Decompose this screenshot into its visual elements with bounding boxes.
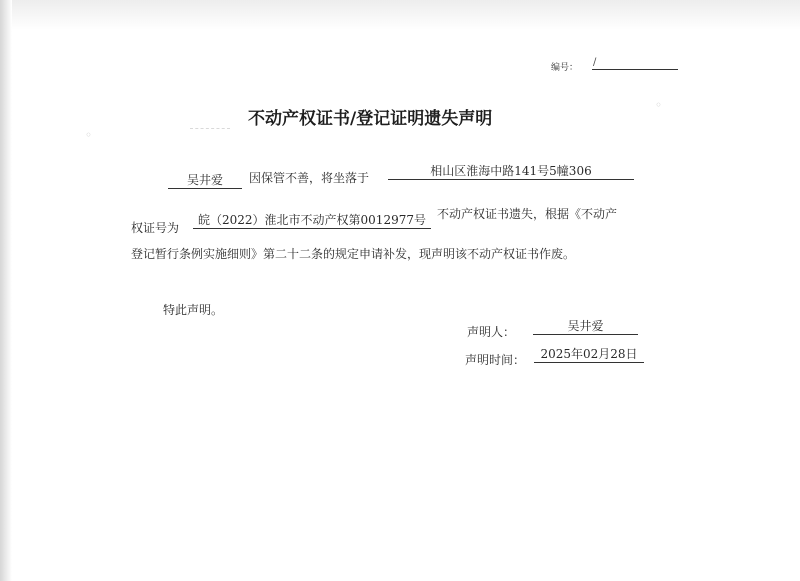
scan-smudge: ◦ [85, 128, 93, 142]
declarant-signature-field: 吴井爱 [533, 318, 638, 335]
property-address-field: 相山区淮海中路141号5幢306 [388, 163, 634, 180]
declaration-date-field: 2025年02月28日 [534, 346, 644, 363]
declarant-name-field: 吴井爱 [168, 172, 242, 189]
text-lost-intro: 因保管不善，将坐落于 [249, 171, 370, 185]
declaration-date-label: 声明时间： [465, 353, 526, 367]
serial-value-line [592, 57, 678, 70]
certificate-number-field: 皖（2022）淮北市不动产权第0012977号 [193, 212, 431, 229]
scan-smudge: ◦ [655, 98, 663, 112]
text-cert-lost: 不动产权证书遗失，根据《不动产 [437, 207, 618, 221]
text-regulation-clause: 登记暂行条例实施细则》第二十二条的规定申请补发，现声明该不动产权证书作废。 [131, 247, 576, 261]
declarant-label: 声明人： [467, 325, 516, 339]
document-title: 不动产权证书/登记证明遗失声明 [248, 109, 493, 129]
serial-label: 编号： [551, 63, 579, 73]
serial-slash-mark: / [593, 57, 597, 68]
scan-shadow-left [0, 0, 12, 581]
text-declaration-end: 特此声明。 [163, 303, 224, 317]
scan-smudge [190, 128, 230, 129]
scan-shadow-top [0, 0, 800, 30]
text-cert-number-label: 权证号为 [131, 221, 180, 235]
